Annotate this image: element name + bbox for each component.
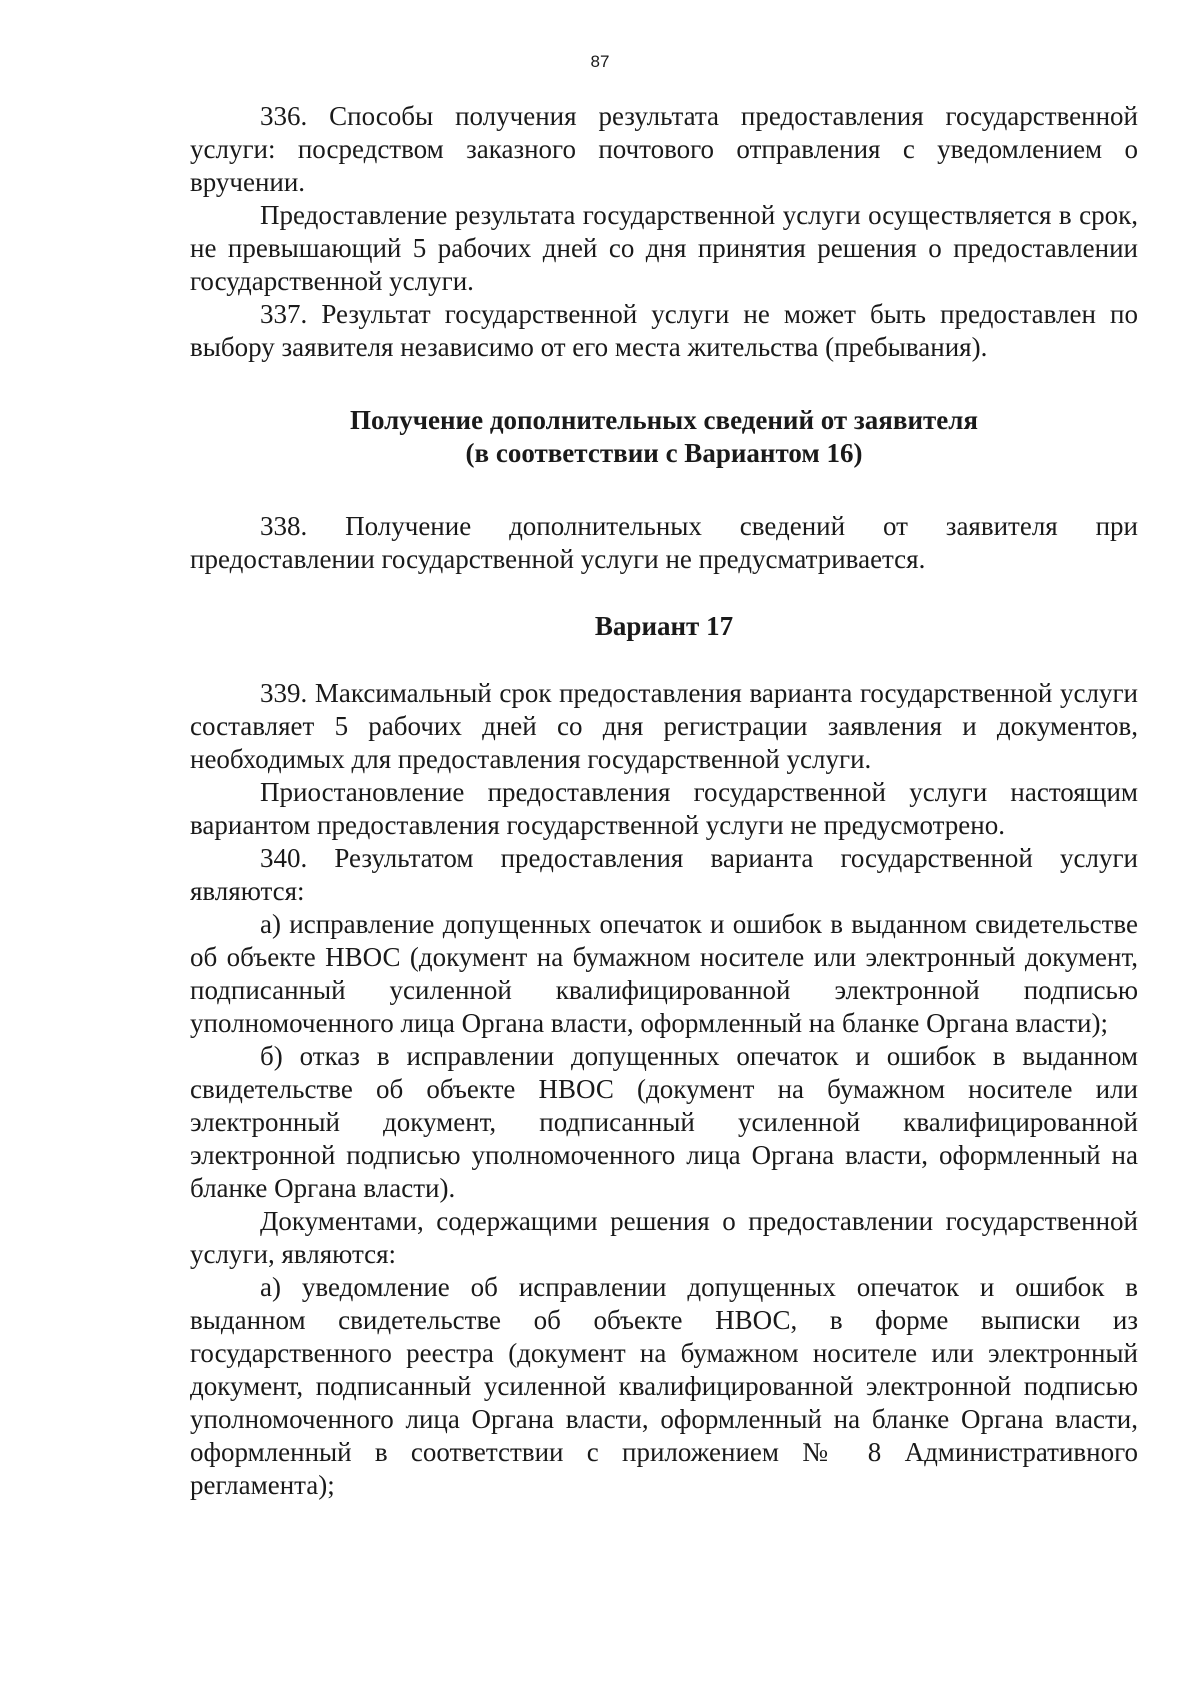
section-heading-additional-info <box>190 404 1138 470</box>
list-item-a-notification: а) уведомление об исправлении допущенных опечаток и ошибок в выданном свидетельстве об объекте НВОС, в форме выписки из государственного реестра (документ на бумажном носителе или электронный документ, подписанный усиленной квалифицированной электронной подписью уполномоченного лица Органа власти, оформленный на бланке Органа власти, оформленный в соответствии с приложением № 8 Административного регламента); <box>190 1272 1138 1500</box>
list-item-b-refusal: б) отказ в исправлении допущенных опечаток и ошибок в выданном свидетельстве об объекте НВОС (документ на бумажном носителе или электронный документ, подписанный усиленной квалифицированной электронной подписью уполномоченного лица Органа власти, оформленный на бланке Органа власти). <box>190 1041 1138 1203</box>
section-heading-line-2: (в соответствии с Вариантом 16) <box>465 438 863 468</box>
page-number: 87 <box>590 52 610 71</box>
paragraph-340: 340. Результатом предоставления варианта государственной услуги являются: <box>190 843 1138 906</box>
section-heading-variant-17 <box>190 610 1138 643</box>
paragraph-339: 339. Максимальный срок предоставления варианта государственной услуги составляет 5 рабочих дней со дня регистрации заявления и документов, необходимых для предоставления государственной услуги. <box>190 678 1138 774</box>
section-heading-line-1: Получение дополнительных сведений от заявителя <box>349 405 979 435</box>
paragraph-337: 337. Результат государственной услуги не может быть предоставлен по выбору заявителя независимо от его места жительства (пребывания). <box>190 299 1138 362</box>
paragraph-suspension: Приостановление предоставления государственной услуги настоящим вариантом предоставления государственной услуги не предусмотрено. <box>190 777 1138 840</box>
list-item-a-correction: а) исправление допущенных опечаток и ошибок в выданном свидетельстве об объекте НВОС (документ на бумажном носителе или электронный документ, подписанный усиленной квалифицированной электронной подписью уполномоченного лица Органа власти, оформленный на бланке Органа власти); <box>190 909 1138 1038</box>
paragraph-decision-documents: Документами, содержащими решения о предоставлении государственной услуги, являются: <box>190 1206 1138 1269</box>
paragraph-result-deadline: Предоставление результата государственной услуги осуществляется в срок, не превышающий 5 рабочих дней со дня принятия решения о предоставлении государственной услуги. <box>190 200 1138 296</box>
section-heading-variant-label: Вариант 17 <box>594 611 734 641</box>
paragraph-338: 338. Получение дополнительных сведений от заявителя при предоставлении государственной услуги не предусматривается. <box>190 511 1138 574</box>
paragraph-336: 336. Способы получения результата предоставления государственной услуги: посредством заказного почтового отправления с уведомлением о вручении. <box>190 101 1138 197</box>
document-body <box>190 100 1138 1502</box>
